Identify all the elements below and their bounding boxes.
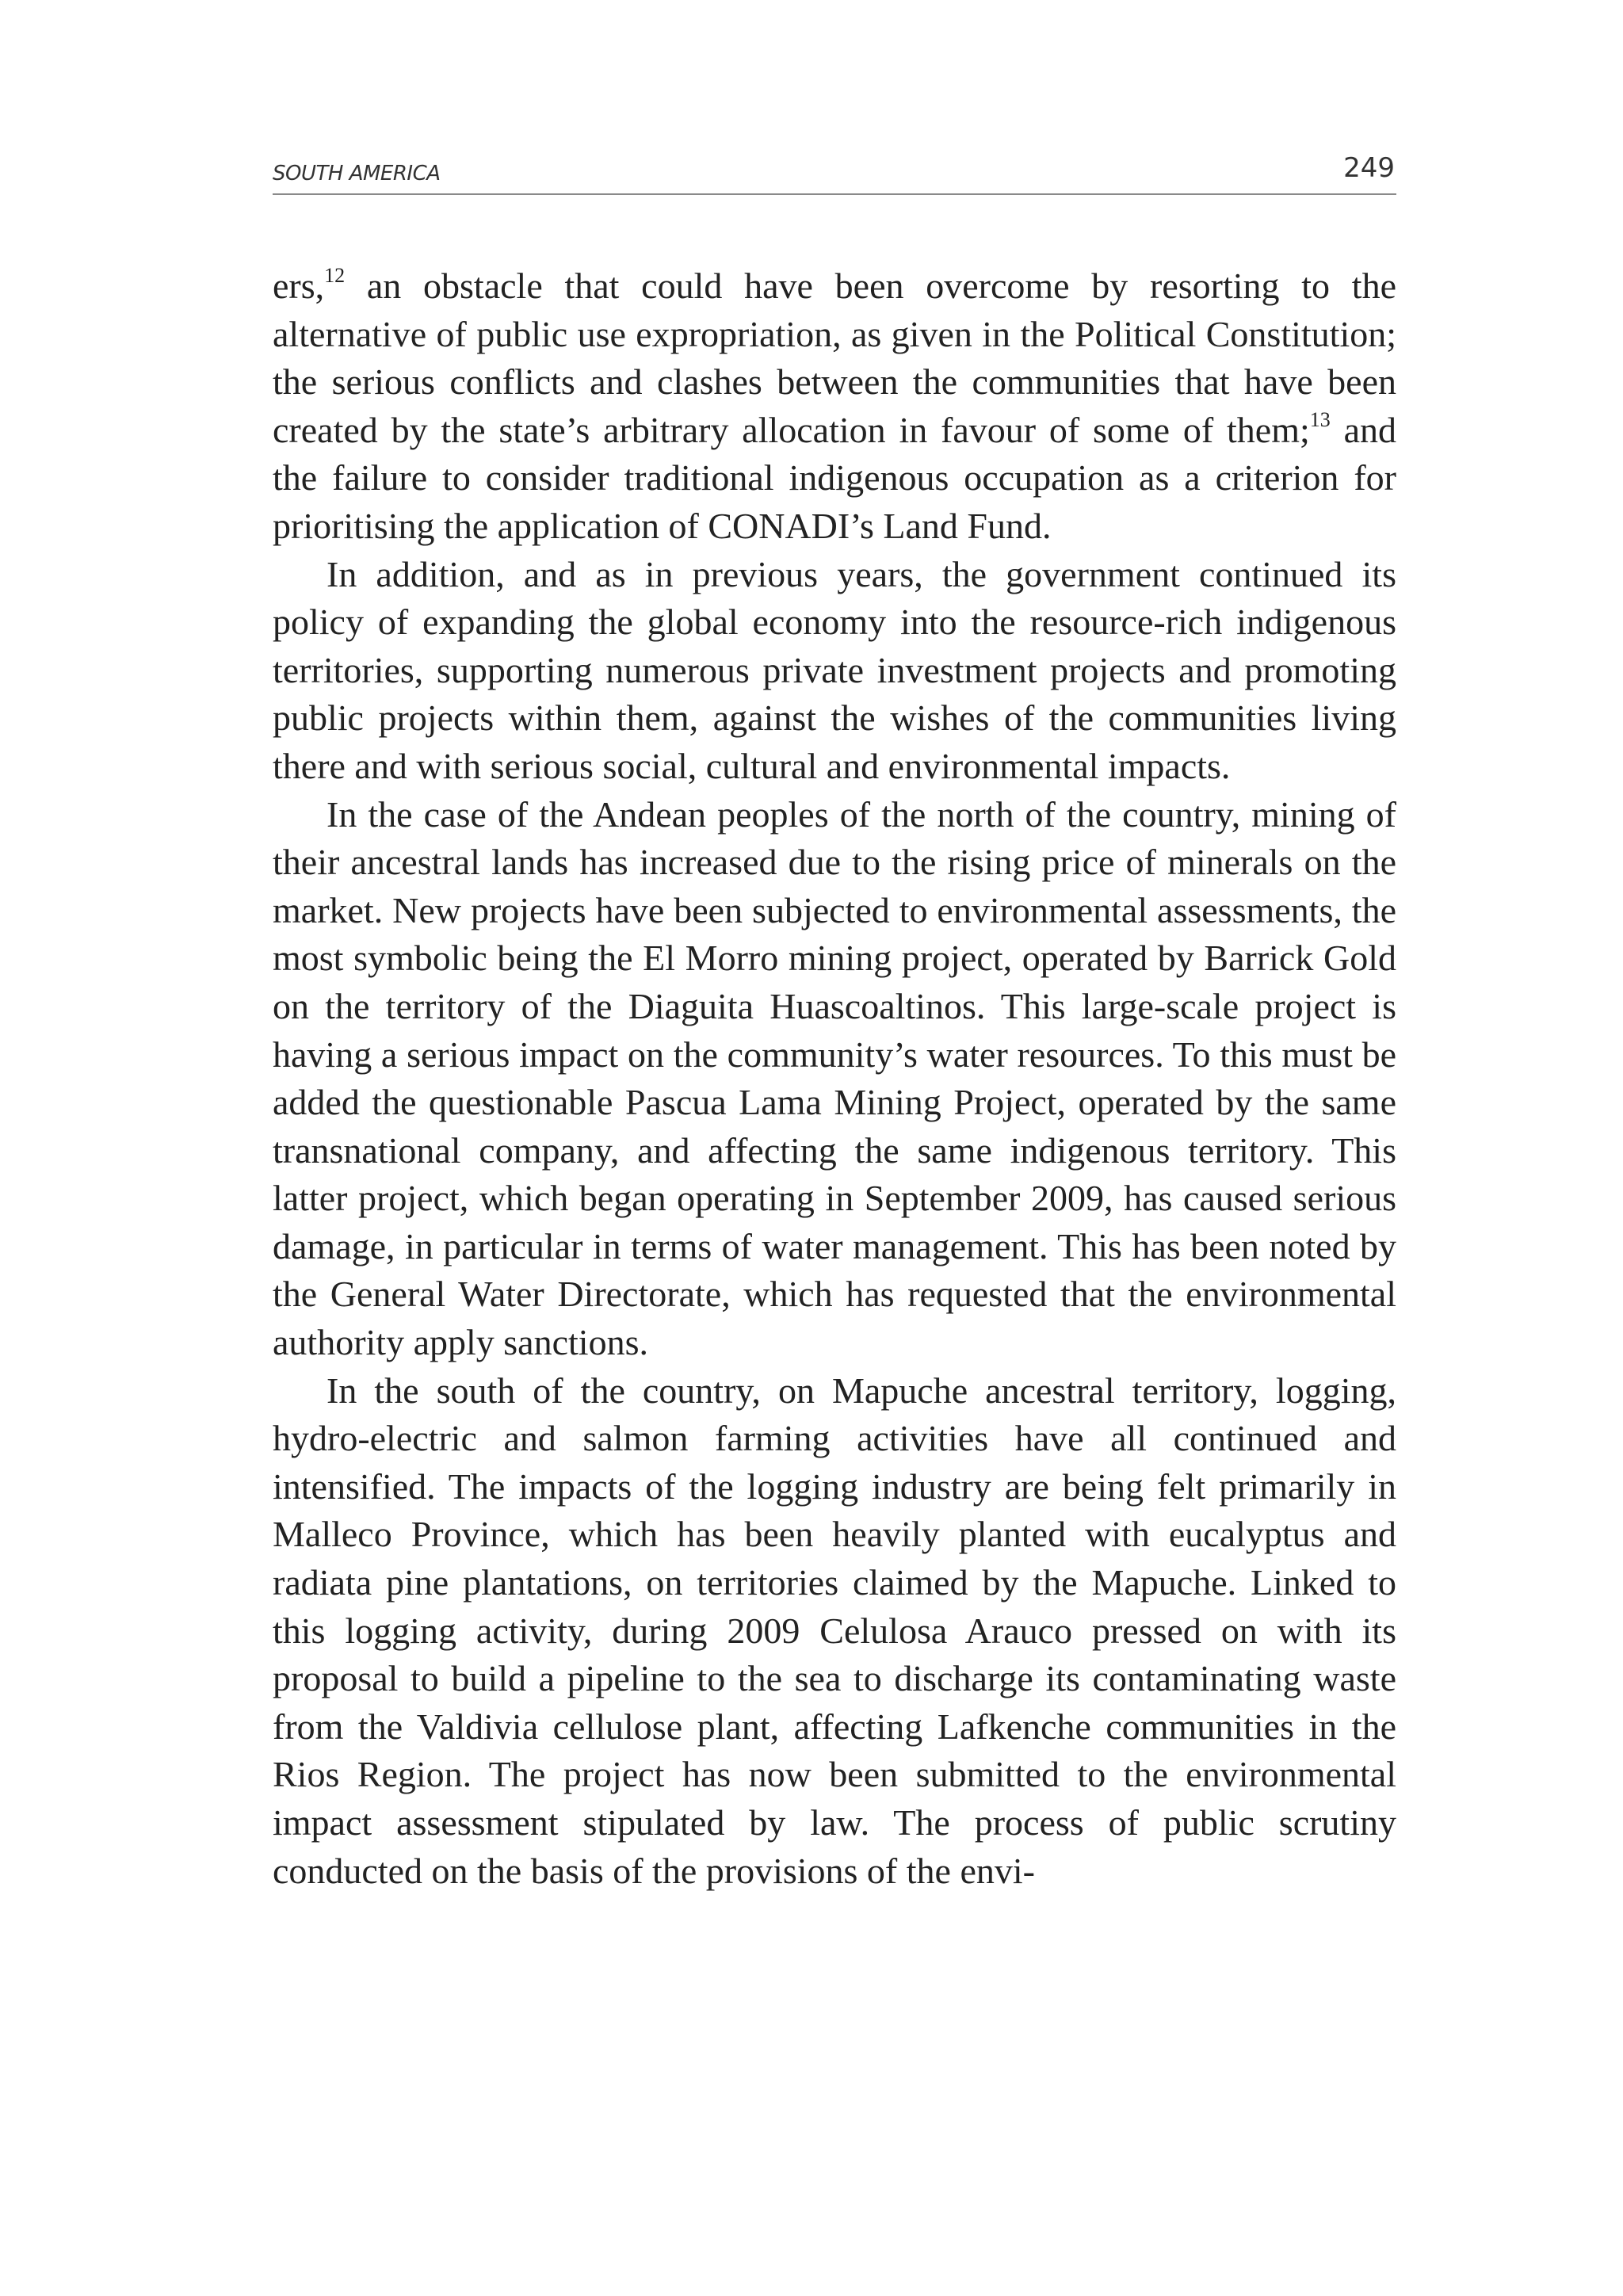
body-text [273, 262, 1396, 1895]
paragraph: In the case of the Andean peoples of the north of the country, mining of their ancestral lands has increased due to the rising price of minerals on the market. New projects have been subjected to environmental assessments, the most symbolic being the El Morro mining project, operated by Barrick Gold on the territory of the Diaguita Huascoaltinos. This large-scale project is having a serious impact on the community’s water resources. To this must be added the questionable Pascua Lama Mining Project, operated by the same transnational company, and affecting the same indigenous territory. This latter project, which began operating in September 2009, has caused serious damage, in particular in terms of water management. This has been noted by the General Water Directorate, which has requested that the environmental authority apply sanctions. [273, 793, 1396, 1363]
paragraph [273, 262, 1396, 551]
section-label: SOUTH AMERICA [273, 162, 441, 185]
paragraph-text: an obstacle that could have been overcome by resorting to the alternative of public use expropriation, as given in the Political Constitution; the serious conflicts and clashes between the communities that have been created by the state’s arbitrary allocation in favour of some of them; [273, 266, 1396, 450]
paragraph: In addition, and as in previous years, the government continued its policy of expanding the global economy into the resource-rich indigenous territories, supporting numerous private investment projects and promoting public projects within them, against the wishes of the communities living there and with serious social, cultural and environmental impacts. [273, 553, 1396, 786]
paragraph: In the south of the country, on Mapuche ancestral territory, logging, hydro-electric and salmon farming activities have all continued and intensified. The impacts of the logging industry are being felt primarily in Malleco Province, which has been heavily planted with eucalyptus and radiata pine plantations, on territories claimed by the Mapuche. Linked to this logging activity, during 2009 Celulosa Arauco pressed on with its proposal to build a pipeline to the sea to discharge its contaminating waste from the Valdivia cellulose plant, affecting Lafkenche communities in the Rios Region. The project has now been submitted to the environmental impact assessment stipulated by law. The process of public scrutiny conducted on the basis of the provisions of the envi- [273, 1370, 1396, 1891]
paragraph-text: and the failure to consider traditional indigenous occupation as a criterion for prioritising the application of CONADI’s Land Fund. [273, 409, 1396, 546]
page-number: 249 [1343, 152, 1395, 184]
footnote-ref[interactable]: 12 [324, 264, 346, 287]
paragraph-text: ers, [273, 266, 325, 306]
footnote-ref[interactable]: 13 [1309, 407, 1331, 431]
running-header [273, 152, 1396, 195]
